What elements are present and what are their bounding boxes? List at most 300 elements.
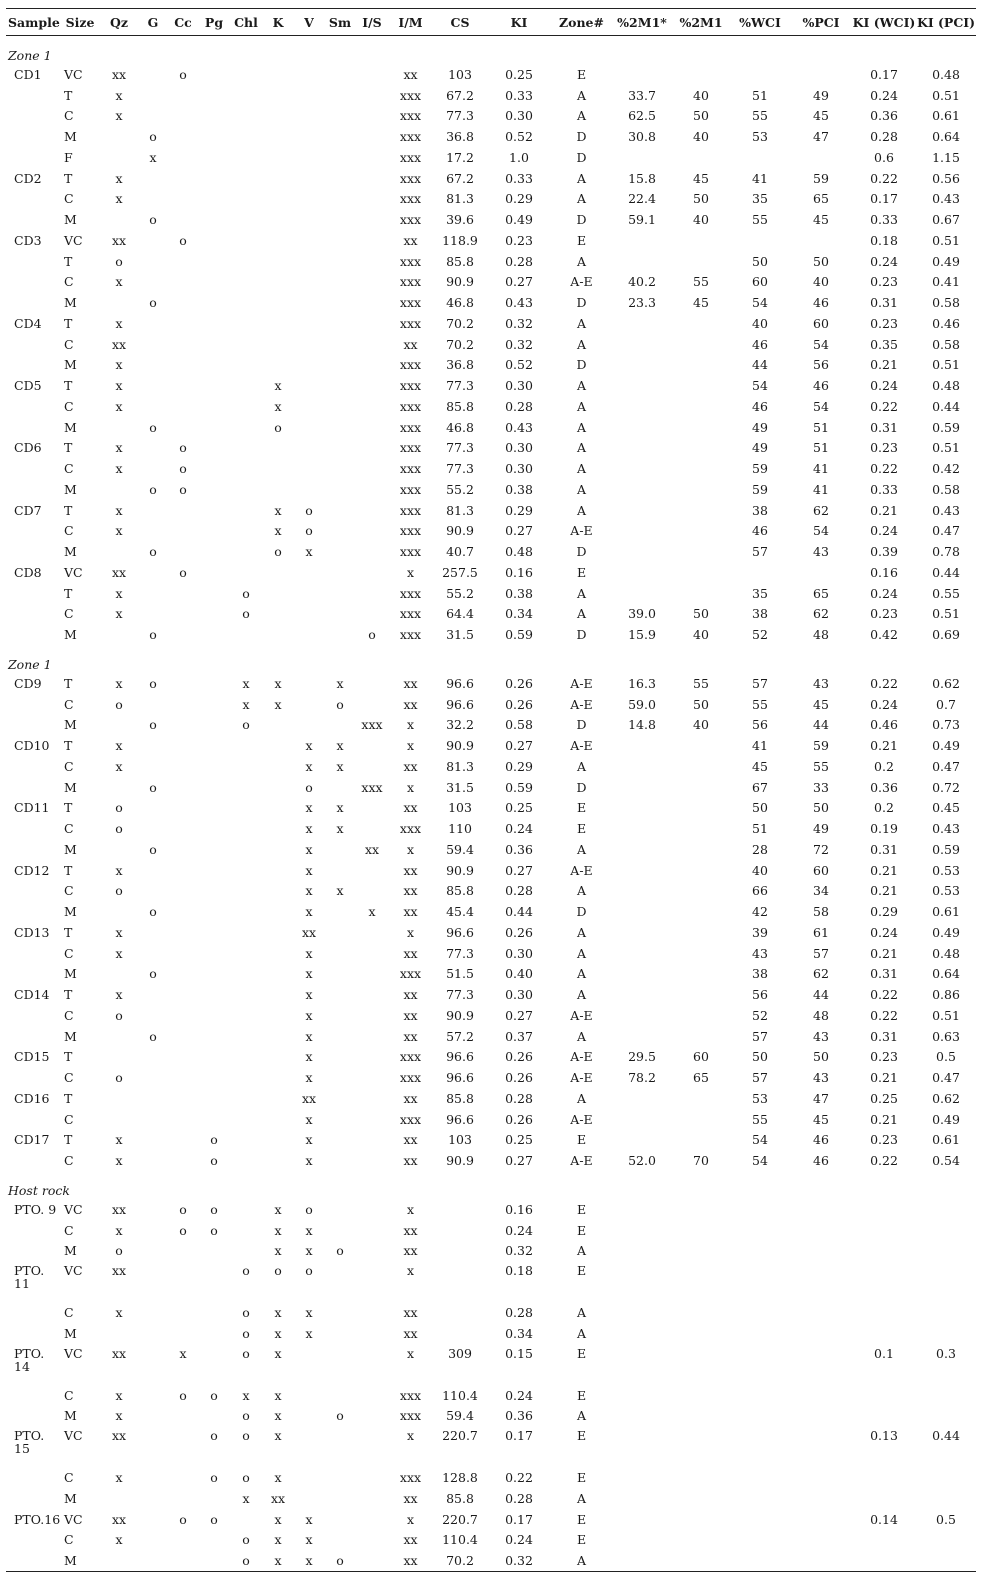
table-cell bbox=[198, 624, 230, 645]
table-cell: x bbox=[149, 149, 157, 165]
table-cell: x bbox=[274, 1222, 282, 1238]
table-cell bbox=[324, 438, 356, 459]
table-cell: xxx bbox=[399, 274, 422, 290]
table-cell bbox=[852, 1467, 916, 1488]
table-cell bbox=[168, 735, 198, 756]
table-cell bbox=[730, 230, 790, 251]
table-cell bbox=[324, 984, 356, 1005]
table-cell bbox=[168, 292, 198, 313]
table-cell: 0.34 bbox=[505, 606, 533, 622]
table-cell: 85.8 bbox=[446, 253, 474, 269]
table-cell bbox=[324, 334, 356, 355]
table-cell bbox=[672, 756, 730, 777]
table-cell bbox=[198, 521, 230, 542]
table-cell bbox=[356, 1550, 388, 1571]
table-cell: 66 bbox=[752, 883, 768, 899]
table-cell: C bbox=[64, 1387, 74, 1403]
table-cell: 0.48 bbox=[932, 66, 960, 82]
table-cell: 35 bbox=[752, 585, 768, 601]
table-cell bbox=[198, 64, 230, 85]
table-cell: 0.53 bbox=[932, 883, 960, 899]
table-cell bbox=[168, 168, 198, 189]
table-cell bbox=[672, 1406, 730, 1427]
sample-cell bbox=[6, 624, 60, 645]
table-cell bbox=[324, 1261, 356, 1302]
table-row bbox=[6, 458, 976, 479]
table-cell: 0.49 bbox=[932, 1111, 960, 1127]
table-cell: xxx bbox=[361, 717, 383, 733]
table-cell: xxx bbox=[399, 108, 422, 124]
table-cell: C bbox=[64, 883, 74, 899]
table-row bbox=[6, 694, 976, 715]
table-cell bbox=[356, 500, 388, 521]
table-cell: 55 bbox=[752, 108, 768, 124]
table-cell: 0.27 bbox=[505, 1007, 533, 1023]
table-cell bbox=[168, 251, 198, 272]
table-cell bbox=[672, 984, 730, 1005]
table-cell: 46.8 bbox=[446, 419, 474, 435]
table-cell bbox=[262, 209, 294, 230]
table-cell bbox=[138, 818, 168, 839]
table-cell: xxx bbox=[399, 1408, 422, 1424]
table-cell: 51.5 bbox=[446, 966, 474, 982]
table-cell bbox=[324, 1220, 356, 1241]
table-cell: 50 bbox=[693, 606, 709, 622]
table-cell bbox=[612, 818, 672, 839]
table-cell bbox=[612, 860, 672, 881]
table-cell: 0.27 bbox=[505, 862, 533, 878]
table-cell bbox=[100, 1323, 138, 1344]
table-cell bbox=[168, 1005, 198, 1026]
table-cell: xxx bbox=[399, 1070, 422, 1086]
table-cell bbox=[198, 860, 230, 881]
table-cell bbox=[324, 396, 356, 417]
table-cell bbox=[730, 1261, 790, 1302]
table-cell: A-E bbox=[570, 696, 593, 712]
table-cell: xxx bbox=[399, 398, 422, 414]
table-cell: C bbox=[64, 1305, 74, 1321]
table-cell bbox=[230, 292, 262, 313]
table-cell: x bbox=[406, 564, 415, 580]
sample-cell bbox=[6, 458, 60, 479]
table-cell: 15.9 bbox=[628, 627, 656, 643]
table-cell bbox=[198, 1005, 230, 1026]
table-cell bbox=[138, 1385, 168, 1406]
table-cell bbox=[356, 521, 388, 542]
table-cell: 0.19 bbox=[870, 821, 898, 837]
table-cell bbox=[356, 818, 388, 839]
table-cell bbox=[168, 126, 198, 147]
table-cell: 54 bbox=[813, 398, 829, 414]
table-cell: xx bbox=[111, 564, 127, 580]
table-cell bbox=[356, 1067, 388, 1088]
table-row bbox=[6, 1467, 976, 1488]
table-cell bbox=[672, 860, 730, 881]
table-cell: 77.3 bbox=[446, 945, 474, 961]
table-cell bbox=[672, 147, 730, 168]
table-cell bbox=[294, 168, 324, 189]
table-cell: x bbox=[305, 544, 313, 560]
table-cell bbox=[612, 313, 672, 334]
table-cell bbox=[230, 1047, 262, 1068]
table-cell: 57 bbox=[752, 1028, 768, 1044]
table-cell: A-E bbox=[570, 1111, 593, 1127]
table-cell: C bbox=[64, 758, 74, 774]
table-cell: 59 bbox=[813, 170, 829, 186]
table-cell bbox=[356, 375, 388, 396]
table-cell: 0.31 bbox=[870, 419, 898, 435]
table-cell: 0.29 bbox=[505, 502, 533, 518]
table-cell: 0.63 bbox=[932, 1028, 960, 1044]
table-cell: 40 bbox=[693, 717, 709, 733]
table-cell bbox=[138, 1109, 168, 1130]
table-row bbox=[6, 1261, 976, 1302]
table-cell bbox=[138, 735, 168, 756]
table-cell: 0.26 bbox=[505, 1049, 533, 1065]
sample-cell bbox=[6, 209, 60, 230]
table-cell: x bbox=[115, 274, 123, 290]
table-cell: 31.5 bbox=[446, 627, 474, 643]
table-cell bbox=[294, 251, 324, 272]
table-cell bbox=[433, 1241, 487, 1262]
table-cell: xxx bbox=[399, 191, 422, 207]
table-cell: 0.49 bbox=[932, 924, 960, 940]
table-cell: o bbox=[149, 717, 157, 733]
table-cell bbox=[612, 541, 672, 562]
table-cell bbox=[198, 500, 230, 521]
table-cell bbox=[916, 1488, 976, 1509]
table-cell: 0.46 bbox=[870, 717, 898, 733]
table-cell bbox=[294, 604, 324, 625]
table-cell: 0.41 bbox=[932, 274, 960, 290]
table-cell: C bbox=[64, 1470, 74, 1486]
table-cell: 40 bbox=[752, 862, 768, 878]
table-cell: x bbox=[115, 523, 123, 539]
table-cell: xxx bbox=[399, 378, 422, 394]
table-cell bbox=[138, 1530, 168, 1551]
table-cell bbox=[168, 1026, 198, 1047]
table-cell: 0.59 bbox=[932, 419, 960, 435]
table-cell bbox=[672, 230, 730, 251]
table-cell: 0.22 bbox=[505, 1470, 533, 1486]
table-cell bbox=[852, 1385, 916, 1406]
column-header: %PCI bbox=[790, 9, 852, 36]
table-cell bbox=[262, 1109, 294, 1130]
table-cell: 0.64 bbox=[932, 129, 960, 145]
table-cell: 0.59 bbox=[505, 779, 533, 795]
table-cell: 0.44 bbox=[505, 904, 533, 920]
table-cell: 0.27 bbox=[505, 1153, 533, 1169]
table-row bbox=[6, 1323, 976, 1344]
table-cell: o bbox=[305, 502, 313, 518]
table-cell: D bbox=[576, 904, 587, 920]
table-cell: 51 bbox=[813, 419, 829, 435]
table-cell: 0.58 bbox=[932, 336, 960, 352]
table-cell: o bbox=[115, 883, 123, 899]
table-cell bbox=[230, 1005, 262, 1026]
sample-cell bbox=[6, 1467, 60, 1488]
table-cell: C bbox=[64, 945, 74, 961]
table-cell bbox=[100, 964, 138, 985]
table-cell bbox=[262, 1088, 294, 1109]
table-cell: 61 bbox=[813, 924, 829, 940]
table-cell: o bbox=[149, 627, 157, 643]
table-cell bbox=[672, 1261, 730, 1302]
table-cell bbox=[612, 521, 672, 542]
table-cell: 0.21 bbox=[870, 738, 898, 754]
table-cell bbox=[294, 334, 324, 355]
table-cell: 0.24 bbox=[870, 585, 898, 601]
table-cell bbox=[730, 1385, 790, 1406]
table-cell bbox=[672, 355, 730, 376]
table-row bbox=[6, 1199, 976, 1220]
table-cell: C bbox=[64, 696, 74, 712]
table-cell bbox=[356, 562, 388, 583]
table-cell: x bbox=[406, 1201, 415, 1217]
table-cell: x bbox=[115, 378, 123, 394]
table-cell bbox=[852, 1199, 916, 1220]
table-cell bbox=[138, 798, 168, 819]
sample-cell bbox=[6, 1067, 60, 1088]
table-cell: xx bbox=[111, 1511, 127, 1527]
table-cell: E bbox=[576, 1532, 587, 1548]
table-cell bbox=[324, 1385, 356, 1406]
table-cell: xx bbox=[111, 1345, 127, 1361]
table-cell: T bbox=[64, 1132, 73, 1148]
table-cell bbox=[168, 798, 198, 819]
table-cell: x bbox=[274, 1428, 282, 1444]
table-cell bbox=[168, 334, 198, 355]
table-cell bbox=[198, 1302, 230, 1323]
table-cell: 0.17 bbox=[870, 191, 898, 207]
table-row bbox=[6, 334, 976, 355]
table-cell bbox=[262, 1047, 294, 1068]
table-cell bbox=[262, 922, 294, 943]
table-cell bbox=[138, 1067, 168, 1088]
table-cell: 0.62 bbox=[932, 1090, 960, 1106]
table-cell: 60 bbox=[752, 274, 768, 290]
table-cell bbox=[138, 1344, 168, 1385]
table-cell bbox=[612, 500, 672, 521]
sample-cell bbox=[6, 541, 60, 562]
table-cell bbox=[138, 1426, 168, 1467]
table-cell: x bbox=[336, 738, 344, 754]
table-cell bbox=[100, 1488, 138, 1509]
table-cell: o bbox=[336, 1408, 344, 1424]
table-cell bbox=[612, 1130, 672, 1151]
table-cell: 0.23 bbox=[870, 274, 898, 290]
table-cell: T bbox=[64, 1049, 73, 1065]
table-cell bbox=[612, 230, 672, 251]
table-cell bbox=[672, 1199, 730, 1220]
table-cell: x bbox=[115, 502, 123, 518]
table-cell: 0.24 bbox=[505, 1387, 533, 1403]
table-cell bbox=[612, 251, 672, 272]
table-cell: 42 bbox=[752, 904, 768, 920]
table-cell: A bbox=[576, 1325, 587, 1341]
table-cell bbox=[198, 230, 230, 251]
table-cell: 32.2 bbox=[446, 717, 474, 733]
table-cell: M bbox=[64, 904, 77, 920]
table-cell: 0.1 bbox=[874, 1345, 894, 1361]
table-cell: x bbox=[115, 585, 123, 601]
table-cell bbox=[356, 798, 388, 819]
table-cell bbox=[230, 1509, 262, 1530]
table-cell: x bbox=[305, 1153, 313, 1169]
table-cell bbox=[672, 922, 730, 943]
table-cell: 59.1 bbox=[628, 212, 656, 228]
table-row bbox=[6, 624, 976, 645]
table-cell bbox=[672, 1385, 730, 1406]
table-cell: 0.30 bbox=[505, 440, 533, 456]
table-cell: 0.26 bbox=[505, 1111, 533, 1127]
sample-cell bbox=[6, 189, 60, 210]
table-cell: x bbox=[242, 675, 250, 691]
column-header: I/M bbox=[388, 9, 433, 36]
table-cell bbox=[356, 1467, 388, 1488]
table-cell: xxx bbox=[399, 502, 422, 518]
table-cell: 67.2 bbox=[446, 87, 474, 103]
table-cell bbox=[612, 396, 672, 417]
table-row bbox=[6, 1488, 976, 1509]
table-cell: x bbox=[305, 966, 313, 982]
table-cell: 46 bbox=[813, 378, 829, 394]
table-cell: 0.36 bbox=[870, 779, 898, 795]
table-cell bbox=[356, 85, 388, 106]
table-cell: A-E bbox=[570, 1049, 593, 1065]
sample-cell bbox=[6, 1109, 60, 1130]
sample-cell: CD3 bbox=[14, 232, 42, 248]
table-cell: x bbox=[274, 1243, 282, 1259]
table-row bbox=[6, 922, 976, 943]
table-cell: 0.23 bbox=[870, 606, 898, 622]
table-cell bbox=[356, 147, 388, 168]
table-cell bbox=[198, 458, 230, 479]
table-cell bbox=[612, 1385, 672, 1406]
table-cell: 220.7 bbox=[442, 1511, 478, 1527]
table-row bbox=[6, 500, 976, 521]
table-cell bbox=[262, 964, 294, 985]
table-cell bbox=[230, 1109, 262, 1130]
table-cell: 77.3 bbox=[446, 108, 474, 124]
table-cell: VC bbox=[64, 1428, 83, 1444]
table-cell bbox=[138, 1550, 168, 1571]
table-cell bbox=[198, 777, 230, 798]
table-cell: 0.51 bbox=[932, 87, 960, 103]
table-row bbox=[6, 438, 976, 459]
table-cell bbox=[198, 417, 230, 438]
table-row bbox=[6, 417, 976, 438]
table-cell: 0.36 bbox=[505, 1408, 533, 1424]
table-cell bbox=[790, 1302, 852, 1323]
table-cell: M bbox=[64, 1028, 77, 1044]
table-cell bbox=[294, 562, 324, 583]
table-cell bbox=[356, 604, 388, 625]
table-cell bbox=[356, 1406, 388, 1427]
table-cell: 0.18 bbox=[505, 1263, 533, 1279]
table-cell bbox=[198, 438, 230, 459]
table-cell bbox=[612, 881, 672, 902]
sample-cell bbox=[6, 85, 60, 106]
table-cell bbox=[294, 85, 324, 106]
table-cell bbox=[168, 964, 198, 985]
table-cell: A-E bbox=[570, 862, 593, 878]
table-cell: 31.5 bbox=[446, 779, 474, 795]
table-cell: 0.32 bbox=[487, 1550, 551, 1571]
table-cell: o bbox=[230, 1550, 262, 1571]
table-cell: 59 bbox=[813, 738, 829, 754]
table-cell: 77.3 bbox=[446, 378, 474, 394]
table-cell: o bbox=[115, 800, 123, 816]
sample-cell: CD17 bbox=[14, 1132, 50, 1148]
table-cell: 72 bbox=[813, 841, 829, 857]
table-cell bbox=[294, 417, 324, 438]
table-cell bbox=[294, 209, 324, 230]
table-cell: o bbox=[115, 821, 123, 837]
table-cell: 0.78 bbox=[932, 544, 960, 560]
sample-cell: CD7 bbox=[14, 502, 42, 518]
table-cell: 90.9 bbox=[446, 523, 474, 539]
table-row bbox=[6, 209, 976, 230]
table-cell: 45 bbox=[813, 212, 829, 228]
table-cell: 0.22 bbox=[870, 1007, 898, 1023]
table-cell bbox=[612, 438, 672, 459]
column-header: Size bbox=[60, 9, 100, 36]
table-cell: 0.31 bbox=[870, 841, 898, 857]
table-cell: A bbox=[576, 481, 587, 497]
table-cell bbox=[294, 292, 324, 313]
table-cell: M bbox=[64, 419, 77, 435]
table-cell bbox=[230, 777, 262, 798]
table-cell: 0.30 bbox=[505, 987, 533, 1003]
table-cell bbox=[100, 126, 138, 147]
table-cell: 0.22 bbox=[870, 461, 898, 477]
table-cell: xxx bbox=[399, 295, 422, 311]
table-cell: xx bbox=[403, 945, 418, 961]
sample-cell bbox=[6, 396, 60, 417]
table-cell bbox=[356, 1109, 388, 1130]
table-row bbox=[6, 860, 976, 881]
table-cell: 0.67 bbox=[932, 212, 960, 228]
table-cell bbox=[168, 818, 198, 839]
table-cell: 0.32 bbox=[505, 1243, 533, 1259]
table-cell: 1.0 bbox=[509, 149, 529, 165]
table-cell: 59.0 bbox=[628, 696, 656, 712]
table-cell: 50 bbox=[693, 696, 709, 712]
table-cell: xx bbox=[403, 1153, 418, 1169]
table-cell: 0.58 bbox=[932, 481, 960, 497]
table-cell bbox=[612, 64, 672, 85]
table-cell: x bbox=[115, 1153, 123, 1169]
table-cell: 110.4 bbox=[442, 1387, 478, 1403]
table-cell bbox=[168, 1488, 198, 1509]
column-header: Zone# bbox=[551, 9, 612, 36]
table-cell: x bbox=[305, 1511, 313, 1527]
table-cell: T bbox=[64, 987, 73, 1003]
table-cell bbox=[612, 1406, 672, 1427]
table-cell bbox=[294, 375, 324, 396]
table-cell: 0.17 bbox=[505, 1511, 533, 1527]
table-cell: 60 bbox=[813, 315, 829, 331]
table-cell: E bbox=[576, 564, 587, 580]
table-cell bbox=[262, 756, 294, 777]
table-cell: 0.33 bbox=[505, 170, 533, 186]
table-cell: 0.69 bbox=[932, 627, 960, 643]
table-cell bbox=[294, 1488, 324, 1509]
table-cell bbox=[262, 777, 294, 798]
table-cell bbox=[356, 735, 388, 756]
table-cell bbox=[672, 334, 730, 355]
